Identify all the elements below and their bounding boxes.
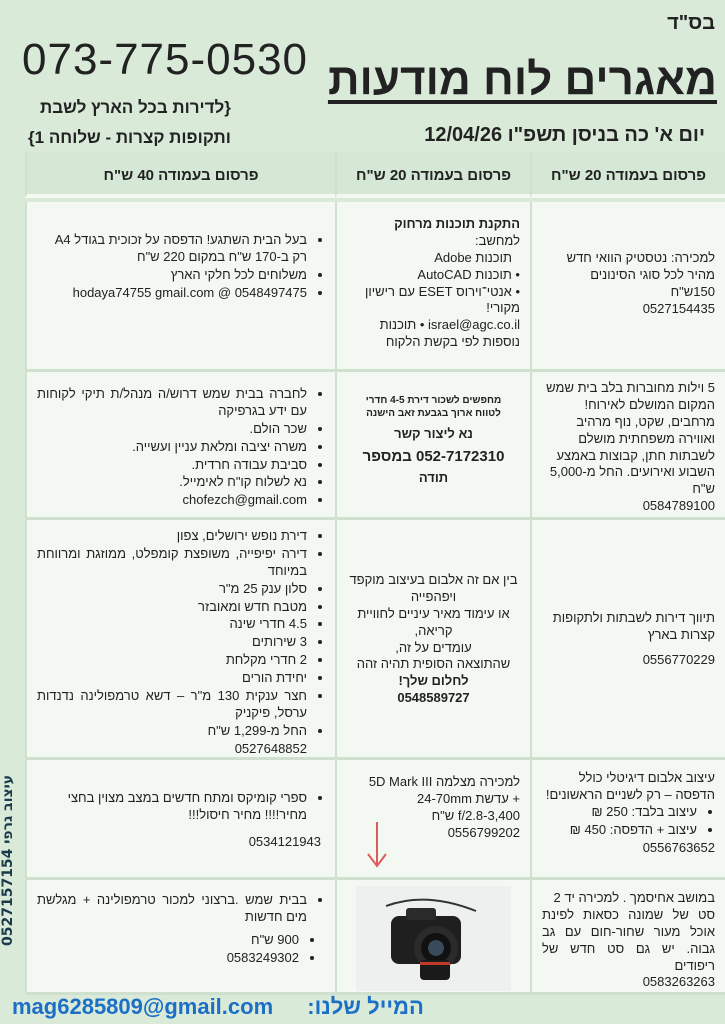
list-item: • ספרי קומיקס ומתח חדשים במצב מצוין בחצי מחיר!!!! מחיר חיסול!!! [37, 790, 307, 824]
list-item: • 2 חדרי מקלחת [37, 652, 307, 669]
bsd-mark: בס"ד [667, 12, 715, 34]
ad-text: למחשב: [475, 232, 520, 248]
column-header-row [25, 152, 725, 198]
ad-r3-right [530, 520, 725, 760]
ads-row-2 [25, 372, 725, 520]
ad-text: עומדים על זה, [395, 639, 472, 655]
camera-photo [356, 886, 511, 991]
list-item: • בעל הבית השתגע! הדפסה על זכוכית בגודל A4 רק ב-170 ש"ח במקום 220 ש"ח [37, 232, 307, 266]
ad-text: במושב אחיסמך . למכירה יד 2 [553, 890, 715, 905]
main-phone[interactable]: 073-775-0530 [22, 35, 309, 84]
column-header-right: פרסום בעמודה 20 ש"ח [530, 152, 725, 198]
ad-phone[interactable]: 052-7172310 במספר [362, 447, 505, 465]
ad-r4-left [25, 760, 335, 880]
ads-row-1 [25, 202, 725, 372]
list-item: • משלוחים לכל חלקי הארץ [37, 267, 307, 284]
list-item: • סלון ענק 25 מ"ר [37, 581, 307, 598]
ad-r3-middle [335, 520, 530, 760]
ad-r5-left [25, 880, 335, 995]
ad-phone[interactable]: 0556763652 [642, 839, 715, 855]
issue-date: יום א' כה בניסן תשפ"ו 12/04/26 [424, 124, 705, 146]
list-item: • מטבח חדש ומאובזר [37, 599, 307, 616]
list-item: • 3 שירותים [37, 634, 307, 651]
ad-text: סט של שמונה כסאות לפינת אוכל מעור שחור-חום עם גב גבוה. יש גם סט חדש של ריפודים [542, 906, 715, 973]
list-item: • נא לשלוח קו"ח לאימייל. [37, 474, 307, 491]
ad-text: למכירה מצלמה 5D Mark III [368, 774, 520, 789]
ad-bullet-list [37, 790, 325, 824]
ad-bullet-list [37, 932, 325, 967]
list-item: • שכר הולם. [37, 421, 307, 438]
column-header-left: פרסום בעמודה 40 ש"ח [25, 152, 335, 198]
page-title: מאגרים לוח מודעות [327, 55, 717, 104]
ad-text: + עדשת 24-70mm [417, 790, 520, 806]
ad-r4-right [530, 760, 725, 880]
ad-r1-left [25, 202, 335, 372]
ad-text: נוספות לפי בקשת הלקוח [385, 334, 520, 350]
list-item: • דירה יפיפייה, משופצת קומפלט, ממוזגת ומרווחת במיוחד [37, 546, 307, 580]
ad-r2-right [530, 372, 725, 520]
ad-bullet-list [37, 528, 325, 740]
side-credit: עיצוב גרפי 0527157154 [0, 774, 16, 946]
ad-r2-left [25, 372, 335, 520]
ad-r5-middle [335, 880, 530, 995]
ad-text: למכירה: נטסטיק הוואי חדש מהיר לכל סוגי הסינונים [566, 250, 715, 282]
list-item: • סביבת עבודה חרדית. [37, 457, 307, 474]
column-header-middle: פרסום בעמודה 20 ש"ח [335, 152, 530, 198]
ad-text: • תוכנות AutoCAD [417, 266, 520, 282]
arrow-down-icon [365, 820, 389, 870]
ad-text: לטווח ארוך בגבעת זאב הישנה [366, 408, 501, 419]
list-item: • עיצוב + הדפסה: 450 ₪ [542, 822, 697, 839]
ad-r1-middle [335, 202, 530, 372]
list-item: • לחברה בבית שמש דרוש/ה מנהל/ת תיקי לקוחות עם ידע בגרפיקה [37, 386, 307, 420]
ad-r3-left [25, 520, 335, 760]
ad-r2-middle [335, 372, 530, 520]
list-item: • עיצוב בלבד: 250 ₪ [542, 804, 697, 821]
ad-phone[interactable]: 0556770229 [642, 651, 715, 667]
list-item: • 4.5 חדרי שינה [37, 616, 307, 633]
ad-text: מחפשים לשכור דירת 4-5 חדרי [365, 395, 502, 406]
ad-phone[interactable]: 0556799202 [447, 824, 520, 840]
footer [12, 994, 424, 1020]
ad-r5-right [530, 880, 725, 995]
ad-bullet-list [542, 804, 715, 839]
ad-text: בין אם זה אלבום בעיצוב מוקפד ויפהפייה [349, 572, 518, 604]
camera-icon [356, 886, 511, 991]
ad-phone[interactable]: 0584789100 [642, 498, 715, 514]
list-item[interactable]: • 0583249302 [37, 950, 299, 967]
ad-bullet-list [37, 892, 325, 926]
ad-text: f/2.8-3,400 ש"ח [431, 807, 520, 823]
ad-text: 5 וילות מחוברות בלב בית שמש המקום המושלם לאירוח! מרחבים, שקט, נוף מרהיב ואווירה משפחתית מושלם לשבתות חתן, קבוצות באמצע השבוע ואירועים. החל מ-5,000 ש"ח [546, 380, 715, 497]
ad-phone[interactable]: 0548589727 [397, 690, 470, 706]
list-item: • חצר ענקית 130 מ"ר – דשא טרמפולינה נדנדות ערסל, פיקניק [37, 688, 307, 722]
ad-text: תודה [418, 470, 449, 486]
ad-bullet-list [37, 386, 325, 509]
ad-text: • אנטי־וירוס ESET עם רישיון מקורי! [365, 283, 520, 316]
subtitle-line-2: ותקופות קצרות - שלוחה 1} [28, 128, 231, 147]
list-item: • משרה יציבה ומלאת עניין ועשייה. [37, 439, 307, 456]
ad-text: תיווך דירות לשבתות ולתקופות קצרות בארץ [552, 610, 715, 642]
ad-email[interactable]: israel@agc.co.il • תוכנות [379, 317, 520, 333]
list-item: • דירת נופש ירושלים, צפון [37, 528, 307, 545]
ad-phone[interactable]: 0527154435 [642, 300, 715, 316]
ad-text: שהתוצאה הסופית תהיה זהה [356, 656, 511, 672]
ad-heading: התקנת תוכנות מרחוק [394, 216, 520, 231]
ad-price: 150ש"ח [670, 283, 715, 299]
ad-text: נא ליצור קשר [394, 426, 473, 441]
ad-phone[interactable]: 0534121943 [248, 833, 321, 849]
list-item: • בבית שמש .ברצוני למכור טרמפולינה + מגלשת מים חדשות [37, 892, 307, 926]
ad-phone[interactable]: 0527648852 [234, 740, 307, 756]
ad-text: לחלום שלך! [398, 673, 469, 689]
ad-bullet-list [37, 232, 325, 302]
list-item: • 900 ש"ח [37, 932, 299, 949]
ad-text: עיצוב אלבום דיגיטלי כולל הדפסה – רק לשניים הראשונים! [545, 770, 715, 802]
ad-r1-right [530, 202, 725, 372]
ad-text: תוכנות Adobe [434, 249, 512, 265]
subtitle-line-1: {לדירות בכל הארץ לשבת [40, 98, 231, 117]
ad-phone[interactable]: 0583263263 [642, 974, 715, 990]
ads-row-3 [25, 520, 725, 760]
list-item[interactable]: • chofezch@gmail.com [37, 492, 307, 509]
list-item[interactable]: • 0548497475 @ hodaya74755 gmail.com [37, 285, 307, 302]
footer-email[interactable]: mag6285809@gmail.com [12, 994, 274, 1019]
list-item: • יחידת הורים [37, 670, 307, 687]
footer-label: המייל שלנו: [307, 994, 424, 1019]
list-item: • החל מ-1,299 ש"ח [37, 723, 307, 740]
ads-row-5 [25, 880, 725, 995]
ad-text: או עימוד מאיר עיניים לחוויית קריאה, [357, 605, 510, 638]
